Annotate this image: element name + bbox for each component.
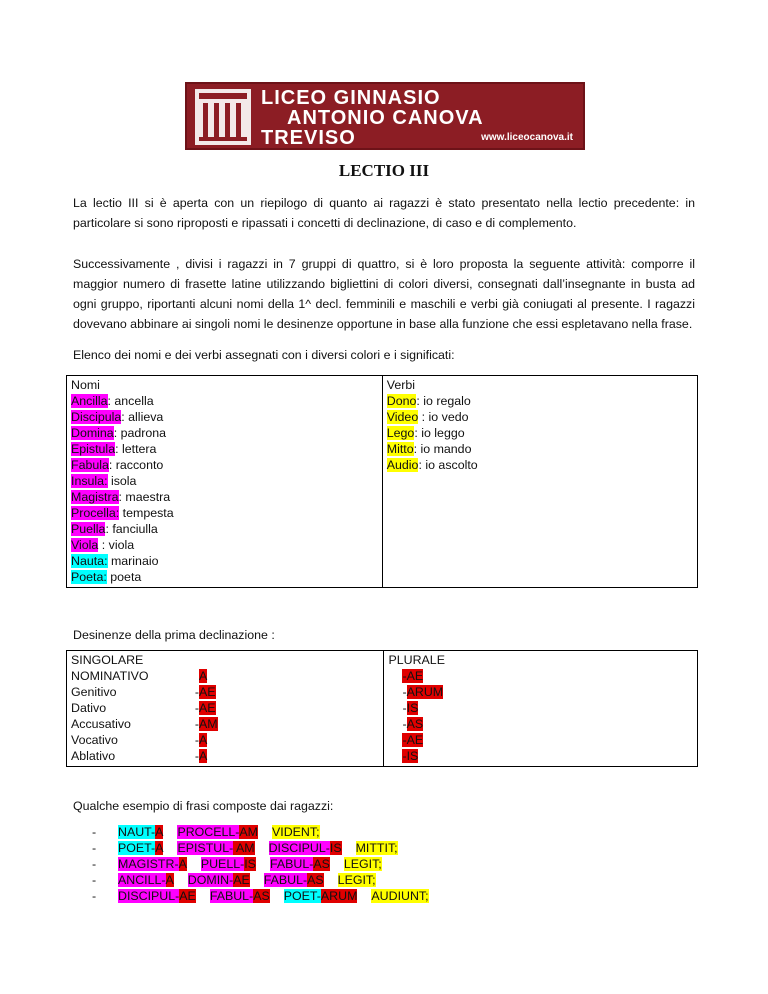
singular-ending: A xyxy=(199,669,208,683)
bullet-dash: - xyxy=(92,889,97,903)
noun-word: Nauta: xyxy=(71,554,108,568)
noun-meaning: : allieva xyxy=(121,410,164,424)
verb-word: Dono xyxy=(386,394,417,408)
example-word xyxy=(344,856,382,872)
word-stem: PROCELL- xyxy=(177,825,240,839)
verb-meaning: : io mando xyxy=(413,442,472,456)
example-word xyxy=(356,840,398,856)
example-word xyxy=(118,840,163,856)
verbi-column xyxy=(382,376,697,588)
word-stem: DISCIPUL- xyxy=(118,889,180,903)
plural-ending: ARUM xyxy=(406,685,444,699)
noun-word: Viola xyxy=(71,538,99,552)
singular-header: SINGOLARE xyxy=(71,653,144,667)
verb-row xyxy=(387,441,693,457)
noun-row xyxy=(71,521,378,537)
plural-ending: -AE xyxy=(402,733,424,747)
noun-meaning: : padrona xyxy=(113,426,167,440)
noun-row xyxy=(71,553,378,569)
example-word xyxy=(118,856,187,872)
paragraph-intro: La lectio III si è aperta con un riepilogo di quanto ai ragazzi è stato presentato nella lectio precedente: in particolare si sono riproposti e ripassati i concetti di declinazione, di caso e di complemento. xyxy=(73,196,695,230)
singular-ending-prefix: - xyxy=(194,685,199,699)
singular-ending-prefix: - xyxy=(194,701,199,715)
noun-meaning: : viola xyxy=(98,538,135,552)
example-word xyxy=(118,872,174,888)
noun-row xyxy=(71,537,378,553)
noun-row xyxy=(71,441,378,457)
bullet-dash: - xyxy=(92,825,97,839)
word-stem: MAGISTR- xyxy=(118,857,179,871)
logo-url: www.liceocanova.it xyxy=(481,132,573,143)
example-word xyxy=(177,840,254,856)
word-stem: FABUL- xyxy=(209,889,254,903)
verb-row xyxy=(387,393,693,409)
verb-meaning: : io regalo xyxy=(416,394,471,408)
verb-meaning: : io leggo xyxy=(414,426,465,440)
noun-row xyxy=(71,505,378,521)
noun-word: Puella xyxy=(71,522,106,536)
verb-row xyxy=(387,457,693,473)
singular-row xyxy=(71,668,379,684)
noun-word: Procella: xyxy=(71,506,120,520)
noun-word: Poeta: xyxy=(71,570,107,584)
word-ending: AM xyxy=(239,825,259,839)
plural-ending: -AE xyxy=(402,669,424,683)
word-stem: FABUL- xyxy=(269,857,314,871)
plural-header: PLURALE xyxy=(388,653,445,667)
example-sentence xyxy=(92,824,443,840)
noun-meaning: : fanciulla xyxy=(105,522,158,536)
singular-ending-prefix: - xyxy=(194,749,199,763)
verb-meaning: : io vedo xyxy=(418,410,469,424)
plural-ending-prefix: - xyxy=(402,685,407,699)
noun-meaning: : lettera xyxy=(115,442,157,456)
word-ending: A xyxy=(165,873,174,887)
verb-meaning: : io ascolto xyxy=(418,458,478,472)
case-name: Genitivo xyxy=(71,685,117,699)
word-stem: LEGIT; xyxy=(337,873,376,887)
verb-word: Audio xyxy=(386,458,419,472)
word-stem: PUELL- xyxy=(200,857,245,871)
nomi-column xyxy=(67,376,383,588)
logo-line-1: LICEO GINNASIO xyxy=(261,87,441,109)
verb-word: Lego xyxy=(386,426,415,440)
school-logo xyxy=(185,82,585,150)
example-sentence xyxy=(92,888,443,904)
plural-row xyxy=(388,748,693,764)
case-name: Dativo xyxy=(71,701,107,715)
example-word xyxy=(201,856,256,872)
example-sentence xyxy=(92,840,443,856)
example-sentence xyxy=(92,872,443,888)
singular-row xyxy=(71,732,379,748)
word-stem: NAUT- xyxy=(118,825,156,839)
building-icon xyxy=(195,89,251,145)
case-name: NOMINATIVO xyxy=(71,669,149,683)
singular-ending: AE xyxy=(199,701,216,715)
noun-row xyxy=(71,457,378,473)
verb-word: Video xyxy=(386,410,419,424)
vocab-table xyxy=(66,375,698,588)
singular-row xyxy=(71,716,379,732)
example-word xyxy=(284,888,358,904)
plural-ending-prefix: - xyxy=(402,717,407,731)
example-word xyxy=(264,872,324,888)
word-stem: POET- xyxy=(118,841,156,855)
paragraph-examples-caption: Qualche esempio di frasi composte dai ragazzi: xyxy=(73,799,334,813)
singular-row xyxy=(71,748,379,764)
noun-row xyxy=(71,425,378,441)
bullet-dash: - xyxy=(92,873,97,887)
noun-row xyxy=(71,393,378,409)
noun-word: Fabula xyxy=(71,458,109,472)
nomi-header: Nomi xyxy=(71,378,100,392)
word-stem: ANCILL- xyxy=(118,873,166,887)
plural-row xyxy=(388,732,693,748)
noun-meaning: poeta xyxy=(106,570,142,584)
noun-meaning: : ancella xyxy=(107,394,154,408)
plural-ending: -IS xyxy=(402,749,419,763)
noun-meaning: : maestra xyxy=(118,490,171,504)
word-ending: ARUM xyxy=(320,889,358,903)
singular-ending: A xyxy=(199,749,208,763)
case-name: Ablativo xyxy=(71,749,116,763)
singular-row xyxy=(71,684,379,700)
noun-row xyxy=(71,473,378,489)
word-ending: AS xyxy=(313,857,330,871)
plural-row xyxy=(388,668,693,684)
noun-word: Epistula xyxy=(71,442,116,456)
word-ending: A xyxy=(178,857,187,871)
paragraph-declension-caption: Desinenze della prima declinazione : xyxy=(73,628,275,642)
example-sentence xyxy=(92,856,443,872)
example-word xyxy=(210,888,270,904)
noun-word: Discipula xyxy=(71,410,122,424)
singular-ending: A xyxy=(199,733,208,747)
example-word xyxy=(118,824,163,840)
verbi-header: Verbi xyxy=(386,378,415,392)
word-stem: LEGIT; xyxy=(343,857,382,871)
bullet-dash: - xyxy=(92,857,97,871)
word-ending: AS xyxy=(307,873,324,887)
singular-ending: AM xyxy=(199,717,218,731)
singular-ending-prefix: - xyxy=(194,717,199,731)
noun-row xyxy=(71,569,378,585)
word-stem: POET- xyxy=(283,889,321,903)
word-ending: AE xyxy=(179,889,196,903)
logo-line-3: TREVISO xyxy=(261,127,356,149)
word-ending: IS xyxy=(244,857,256,871)
example-word xyxy=(338,872,376,888)
plural-column xyxy=(384,651,698,767)
plural-row xyxy=(388,716,693,732)
paragraph-vocab-caption: Elenco dei nomi e dei verbi assegnati con i diversi colori e i significati: xyxy=(73,348,455,362)
word-stem: DISCIPUL- xyxy=(268,841,330,855)
page-title: LECTIO III xyxy=(338,161,430,180)
word-stem: FABUL- xyxy=(263,873,308,887)
declension-table xyxy=(66,650,698,767)
verb-row xyxy=(387,425,693,441)
example-word xyxy=(269,840,342,856)
word-stem: MITTIT; xyxy=(355,841,398,855)
case-name: Accusativo xyxy=(71,717,131,731)
example-word xyxy=(188,872,250,888)
noun-meaning: isola xyxy=(107,474,137,488)
noun-row xyxy=(71,489,378,505)
word-ending: IS xyxy=(329,841,342,855)
plural-row xyxy=(388,684,693,700)
example-word xyxy=(272,824,320,840)
noun-word: Domina xyxy=(71,426,114,440)
logo-line-2: ANTONIO CANOVA xyxy=(287,107,484,129)
bullet-dash: - xyxy=(92,841,97,855)
word-stem: AUDIUNT; xyxy=(371,889,429,903)
example-word xyxy=(270,856,330,872)
example-word xyxy=(118,888,196,904)
word-ending: AE xyxy=(233,873,250,887)
noun-meaning: marinaio xyxy=(107,554,159,568)
word-ending: AM xyxy=(233,841,255,855)
word-ending: A xyxy=(155,841,164,855)
noun-word: Ancilla xyxy=(71,394,108,408)
verb-word: Mitto xyxy=(386,442,414,456)
plural-ending-prefix: - xyxy=(402,701,407,715)
word-stem: DOMIN- xyxy=(187,873,234,887)
paragraph-activity: Successivamente , divisi i ragazzi in 7 gruppi di quattro, si è loro proposta la seguente attività: comporre il maggior numero di frasette latine utilizzando bigliettini di colori diversi, consegnati dall’insegnante in busta ad ogni gruppo, riportanti alcuni nomi della 1^ decl. femminili e maschili e verbi già coniugati al presente. I ragazzi dovevano abbinare ai singoli nomi le desinenze opportune in base alla funzione che essi espletavano nella frase. xyxy=(73,257,695,331)
word-ending: AS xyxy=(253,889,270,903)
plural-ending: AS xyxy=(406,717,424,731)
word-stem: VIDENT; xyxy=(272,825,320,839)
word-stem: EPISTUL- xyxy=(177,841,234,855)
noun-word: Insula: xyxy=(71,474,108,488)
case-name: Vocativo xyxy=(71,733,118,747)
plural-ending: IS xyxy=(406,701,419,715)
noun-word: Magistra xyxy=(71,490,119,504)
examples-list xyxy=(92,824,443,904)
example-word xyxy=(177,824,258,840)
verb-row xyxy=(387,409,693,425)
singular-column xyxy=(67,651,384,767)
word-ending: A xyxy=(155,825,164,839)
noun-row xyxy=(71,409,378,425)
singular-ending-prefix: - xyxy=(194,733,199,747)
noun-meaning: : racconto xyxy=(108,458,164,472)
singular-ending: AE xyxy=(199,685,216,699)
example-word xyxy=(371,888,428,904)
singular-row xyxy=(71,700,379,716)
noun-meaning: tempesta xyxy=(119,506,174,520)
plural-row xyxy=(388,700,693,716)
